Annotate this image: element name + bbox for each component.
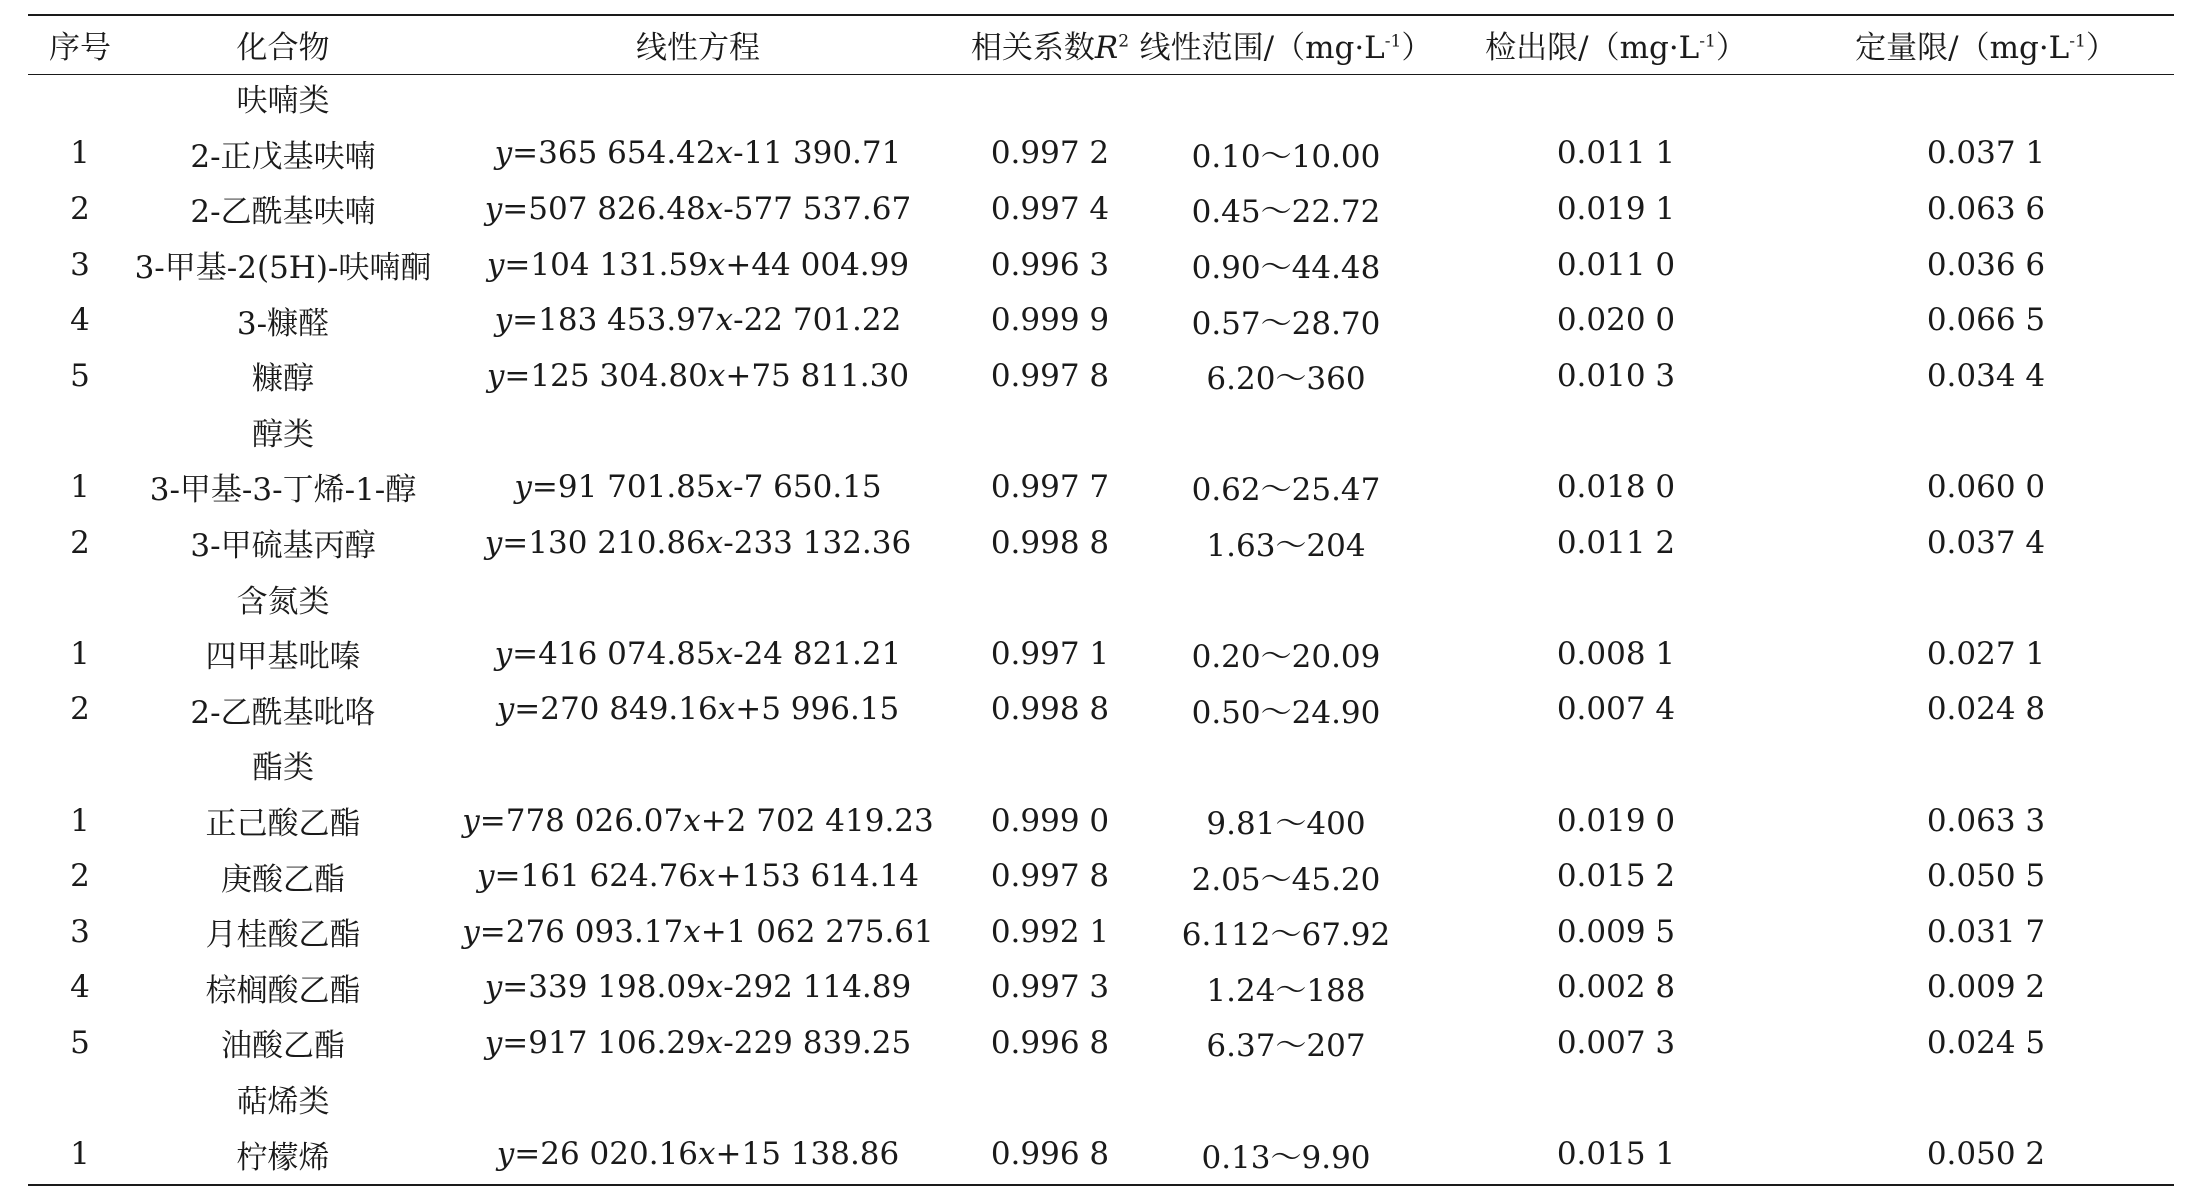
- cell-loq: 0.034 4: [1926, 357, 2046, 394]
- cell-lod: 0.011 2: [1556, 524, 1676, 561]
- equation-intercept: +75 811.30: [725, 357, 910, 394]
- category-label: 醇类: [252, 416, 314, 453]
- equation-y: y: [496, 1136, 515, 1173]
- cell-compound: 3-甲硫基丙醇: [190, 528, 376, 565]
- cell-compound: 正己酸乙酯: [205, 806, 361, 843]
- cell-compound: 2-乙酰基吡咯: [190, 694, 376, 731]
- cell-loq: 0.050 2: [1926, 1136, 2046, 1173]
- cell-no: 1: [70, 135, 90, 172]
- equation-slope: =183 453.97: [512, 302, 716, 339]
- header-equation: 线性方程: [636, 29, 760, 66]
- cell-equation: [434, 1015, 962, 1071]
- cell-compound: 3-甲基-3-丁烯-1-醇: [149, 472, 417, 509]
- equation-y: y: [486, 246, 505, 283]
- cell-no: 1: [70, 468, 90, 505]
- category-filler: [434, 570, 2174, 626]
- equation-y: y: [496, 691, 515, 728]
- table-row: [28, 126, 2174, 182]
- cell-r2: 0.996 8: [990, 1024, 1110, 1061]
- table-row: [28, 237, 2174, 293]
- category-spacer: [28, 570, 132, 626]
- equation-intercept: -292 114.89: [723, 969, 912, 1006]
- equation-y: y: [484, 524, 503, 561]
- category-label: 酯类: [252, 750, 314, 787]
- equation-intercept: -229 839.25: [723, 1024, 912, 1061]
- category-filler: [434, 737, 2174, 793]
- cell-equation: [434, 181, 962, 237]
- equation-intercept: +5 996.15: [735, 691, 900, 728]
- category-spacer: [28, 1071, 132, 1127]
- cell-lod: 0.019 1: [1556, 190, 1676, 227]
- cell-loq: 0.066 5: [1926, 302, 2046, 339]
- cell-range: 0.57～28.70: [1191, 305, 1381, 342]
- cell-no: 1: [70, 1136, 90, 1173]
- equation-x: x: [715, 468, 734, 505]
- cell-loq: 0.037 4: [1926, 524, 2046, 561]
- equation-intercept: -11 390.71: [733, 135, 902, 172]
- header-no: 序号: [49, 29, 111, 66]
- cell-range: 0.62～25.47: [1191, 472, 1381, 509]
- table-row: [28, 181, 2174, 237]
- cell-r2: 0.999 0: [990, 802, 1110, 839]
- cell-range: 9.81～400: [1206, 806, 1366, 843]
- category-label: 含氮类: [236, 583, 330, 620]
- header-r2: [962, 18, 1138, 70]
- equation-slope: =130 210.86: [502, 524, 706, 561]
- table-row: [28, 904, 2174, 960]
- table-row: [28, 682, 2174, 738]
- cell-r2: 0.992 1: [990, 913, 1110, 950]
- cell-lod: 0.008 1: [1556, 635, 1676, 672]
- category-row: [28, 737, 2174, 793]
- cell-range: 0.90～44.48: [1191, 250, 1381, 287]
- equation-intercept: -22 701.22: [733, 302, 902, 339]
- cell-loq: 0.063 6: [1926, 190, 2046, 227]
- cell-no: 3: [70, 913, 90, 950]
- equation-y: y: [494, 635, 513, 672]
- equation-intercept: -577 537.67: [723, 190, 912, 227]
- cell-no: 4: [70, 302, 90, 339]
- equation-y: y: [477, 858, 495, 895]
- top-rule: [28, 14, 2174, 16]
- cell-equation: [434, 459, 962, 515]
- category-row: [28, 1071, 2174, 1127]
- cell-compound: 四甲基吡嗪: [205, 639, 361, 676]
- cell-lod: 0.009 5: [1556, 913, 1676, 950]
- equation-y: y: [514, 468, 532, 505]
- equation-slope: =91 701.85: [531, 468, 716, 505]
- table-row: [28, 848, 2174, 904]
- equation-slope: =104 131.59: [504, 246, 708, 283]
- category-spacer: [28, 70, 132, 126]
- cell-loq: 0.050 5: [1926, 858, 2046, 895]
- equation-slope: =365 654.42: [512, 135, 716, 172]
- cell-no: 2: [70, 691, 90, 728]
- equation-y: y: [484, 190, 503, 227]
- header-range-sup: -1: [1384, 31, 1402, 52]
- cell-loq: 0.060 0: [1926, 468, 2046, 505]
- cell-equation: [434, 292, 962, 348]
- header-range: [1138, 18, 1434, 70]
- cell-compound: 3-甲基-2(5H)-呋喃酮: [134, 250, 432, 287]
- cell-range: 0.13～9.90: [1201, 1139, 1371, 1176]
- cell-lod: 0.011 1: [1556, 135, 1676, 172]
- cell-no: 5: [70, 1024, 90, 1061]
- equation-x: x: [698, 1136, 716, 1173]
- header-r2-label: 相关系数: [970, 29, 1095, 66]
- table-row: [28, 1126, 2174, 1182]
- cell-loq: 0.009 2: [1926, 969, 2046, 1006]
- header-loq-close: ）: [2085, 29, 2117, 66]
- header-lod-label: 检出限/（mg·L: [1485, 29, 1700, 66]
- equation-slope: =270 849.16: [514, 691, 718, 728]
- header-compound: 化合物: [236, 29, 330, 66]
- cell-r2: 0.997 3: [990, 969, 1110, 1006]
- equation-slope: =778 026.07: [479, 802, 684, 839]
- equation-intercept: +15 138.86: [715, 1136, 900, 1173]
- equation-x: x: [707, 357, 726, 394]
- cell-equation: [434, 626, 962, 682]
- equation-slope: =276 093.17: [479, 913, 684, 950]
- cell-lod: 0.011 0: [1556, 246, 1676, 283]
- equation-x: x: [683, 802, 701, 839]
- category-row: [28, 404, 2174, 460]
- cell-loq: 0.037 1: [1926, 135, 2046, 172]
- category-filler: [434, 1071, 2174, 1127]
- equation-intercept: +1 062 275.61: [700, 913, 934, 950]
- equation-x: x: [715, 635, 734, 672]
- equation-intercept: +2 702 419.23: [700, 802, 934, 839]
- header-lod-close: ）: [1715, 29, 1747, 66]
- cell-equation: [434, 904, 962, 960]
- equation-y: y: [462, 913, 480, 950]
- cell-loq: 0.063 3: [1926, 802, 2046, 839]
- cell-lod: 0.020 0: [1556, 302, 1676, 339]
- cell-compound: 3-糠醛: [236, 305, 330, 342]
- cell-r2: 0.997 7: [990, 468, 1110, 505]
- cell-equation: [434, 848, 962, 904]
- cell-compound: 月桂酸乙酯: [205, 917, 361, 954]
- cell-lod: 0.002 8: [1556, 969, 1676, 1006]
- cell-no: 2: [70, 858, 90, 895]
- header-row: [28, 18, 2174, 70]
- cell-range: 1.24～188: [1206, 972, 1366, 1009]
- table-row: [28, 459, 2174, 515]
- cell-range: 0.10～10.00: [1191, 138, 1381, 175]
- cell-loq: 0.024 5: [1926, 1024, 2046, 1061]
- equation-y: y: [494, 135, 513, 172]
- cell-equation: [434, 237, 962, 293]
- equation-slope: =917 106.29: [502, 1024, 706, 1061]
- cell-loq: 0.027 1: [1926, 635, 2046, 672]
- equation-x: x: [705, 524, 724, 561]
- cell-compound: 2-正戊基呋喃: [190, 138, 376, 175]
- bottom-rule: [28, 1184, 2174, 1186]
- cell-range: 0.45～22.72: [1191, 194, 1381, 231]
- equation-x: x: [705, 1024, 724, 1061]
- table-body: [28, 70, 2174, 1182]
- header-range-close: ）: [1401, 29, 1433, 66]
- cell-equation: [434, 682, 962, 738]
- cell-lod: 0.007 4: [1556, 691, 1676, 728]
- cell-lod: 0.015 2: [1556, 858, 1676, 895]
- cell-loq: 0.024 8: [1926, 691, 2046, 728]
- cell-r2: 0.996 8: [990, 1136, 1110, 1173]
- equation-x: x: [705, 969, 724, 1006]
- table-row: [28, 626, 2174, 682]
- table-row: [28, 793, 2174, 849]
- category-filler: [434, 70, 2174, 126]
- cell-compound: 糠醇: [252, 361, 314, 398]
- cell-range: 6.37～207: [1206, 1028, 1366, 1065]
- cell-r2: 0.997 8: [990, 858, 1110, 895]
- cell-range: 0.20～20.09: [1191, 639, 1381, 676]
- equation-x: x: [707, 246, 726, 283]
- cell-r2: 0.997 2: [990, 135, 1110, 172]
- cell-no: 5: [70, 357, 90, 394]
- cell-range: 1.63～204: [1206, 528, 1366, 565]
- category-label: 呋喃类: [236, 83, 330, 120]
- cell-equation: [434, 126, 962, 182]
- equation-slope: =161 624.76: [494, 858, 699, 895]
- cell-no: 2: [70, 524, 90, 561]
- equation-x: x: [705, 190, 724, 227]
- cell-lod: 0.018 0: [1556, 468, 1676, 505]
- table-row: [28, 1015, 2174, 1071]
- calibration-table: [28, 18, 2174, 1182]
- cell-compound: 油酸乙酯: [221, 1028, 345, 1065]
- cell-no: 3: [70, 246, 90, 283]
- equation-intercept: +44 004.99: [725, 246, 910, 283]
- equation-slope: =26 020.16: [514, 1136, 699, 1173]
- cell-compound: 2-乙酰基呋喃: [190, 194, 376, 231]
- cell-compound: 庚酸乙酯: [221, 861, 345, 898]
- table-row: [28, 515, 2174, 571]
- cell-equation: [434, 793, 962, 849]
- cell-no: 1: [70, 802, 90, 839]
- cell-range: 0.50～24.90: [1191, 694, 1381, 731]
- equation-slope: =339 198.09: [502, 969, 706, 1006]
- cell-lod: 0.015 1: [1556, 1136, 1676, 1173]
- cell-r2: 0.996 3: [990, 246, 1110, 283]
- cell-equation: [434, 960, 962, 1016]
- table-row: [28, 292, 2174, 348]
- equation-x: x: [717, 691, 736, 728]
- cell-lod: 0.007 3: [1556, 1024, 1676, 1061]
- header-lod-sup: -1: [1699, 31, 1716, 52]
- cell-r2: 0.998 8: [990, 524, 1110, 561]
- cell-range: 6.20～360: [1206, 361, 1366, 398]
- cell-equation: [434, 1126, 962, 1182]
- equation-x: x: [683, 913, 701, 950]
- equation-slope: =125 304.80: [504, 357, 708, 394]
- cell-loq: 0.036 6: [1926, 246, 2046, 283]
- category-row: [28, 70, 2174, 126]
- table-row: [28, 348, 2174, 404]
- equation-x: x: [715, 302, 734, 339]
- cell-r2: 0.997 8: [990, 357, 1110, 394]
- cell-lod: 0.019 0: [1556, 802, 1676, 839]
- equation-y: y: [484, 969, 503, 1006]
- cell-r2: 0.997 1: [990, 635, 1110, 672]
- equation-y: y: [494, 302, 513, 339]
- header-range-label: 线性范围/（mg·L: [1139, 29, 1385, 66]
- equation-intercept: -233 132.36: [723, 524, 912, 561]
- cell-r2: 0.997 4: [990, 190, 1110, 227]
- equation-intercept: -7 650.15: [733, 468, 882, 505]
- cell-range: 2.05～45.20: [1191, 861, 1381, 898]
- category-spacer: [28, 737, 132, 793]
- header-loq-label: 定量限/（mg·L: [1855, 29, 2070, 66]
- header-r2-sup: 2: [1118, 31, 1130, 52]
- equation-y: y: [484, 1024, 503, 1061]
- cell-no: 2: [70, 190, 90, 227]
- header-loq-sup: -1: [2069, 31, 2086, 52]
- table-row: [28, 960, 2174, 1016]
- category-label: 萜烯类: [236, 1083, 330, 1120]
- equation-y: y: [486, 357, 505, 394]
- category-row: [28, 570, 2174, 626]
- header-r2-symbol: R: [1094, 29, 1119, 66]
- equation-x: x: [698, 858, 716, 895]
- cell-range: 6.112～67.92: [1181, 917, 1391, 954]
- cell-compound: 柠檬烯: [236, 1139, 330, 1176]
- cell-equation: [434, 515, 962, 571]
- header-lod: [1434, 18, 1798, 70]
- cell-no: 1: [70, 635, 90, 672]
- category-filler: [434, 404, 2174, 460]
- cell-r2: 0.998 8: [990, 691, 1110, 728]
- equation-intercept: -24 821.21: [733, 635, 902, 672]
- equation-intercept: +153 614.14: [715, 858, 919, 895]
- equation-slope: =416 074.85: [512, 635, 716, 672]
- equation-x: x: [715, 135, 734, 172]
- cell-loq: 0.031 7: [1926, 913, 2046, 950]
- cell-lod: 0.010 3: [1556, 357, 1676, 394]
- equation-slope: =507 826.48: [502, 190, 706, 227]
- cell-equation: [434, 348, 962, 404]
- cell-no: 4: [70, 969, 90, 1006]
- header-loq: [1798, 18, 2174, 70]
- category-spacer: [28, 404, 132, 460]
- equation-y: y: [462, 802, 480, 839]
- cell-compound: 棕榈酸乙酯: [205, 972, 361, 1009]
- cell-r2: 0.999 9: [990, 302, 1110, 339]
